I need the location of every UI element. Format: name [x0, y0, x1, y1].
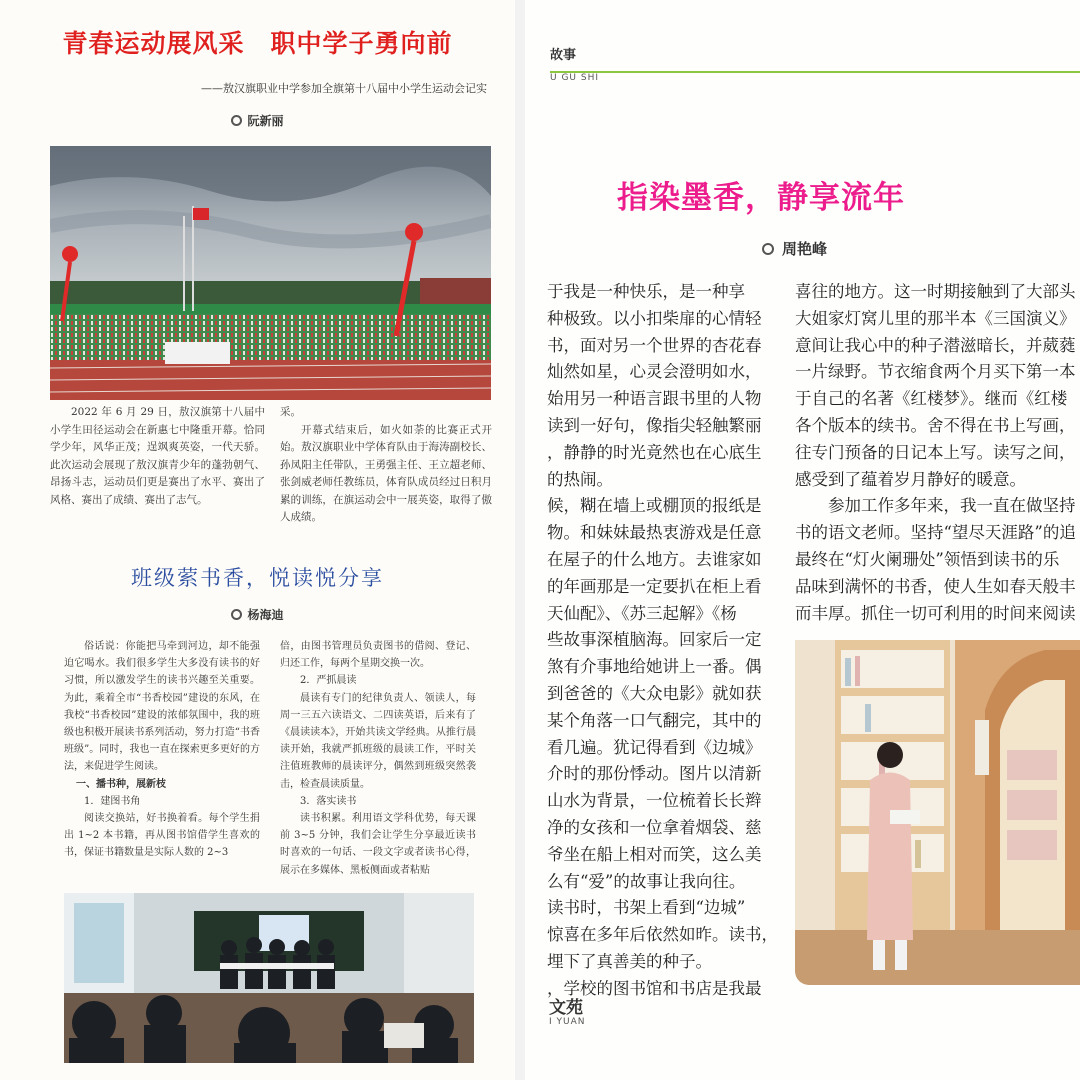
text-line: 介时的那份悸动。图片以清新	[547, 764, 762, 784]
text-line: 种极致。以小扣柴扉的心情轻	[547, 308, 762, 328]
article-title: 青春运动展风采 职中学子勇向前	[62, 29, 453, 58]
text-line: 感受到了蕴着岁月静好的暖意。	[795, 469, 1026, 489]
text-line: 么有“爱”的故事让我向往。	[547, 871, 746, 891]
article1-column-2: 采。 开幕式结束后，如火如荼的比赛正式开始。敖汉旗职业中学体育队由于海涛副校长、孙凤阳主任带队，王勇强主任、王立超老师、张剑威老师任教练员，体育队成员经过日积月累的训练，在旗运动会中一展英姿，取得了傲人成绩。	[280, 406, 492, 523]
text-line: 最终在“灯火阑珊处”领悟到读书的乐	[795, 549, 1060, 569]
text-line: 看几遍。犹记得看到《边城》	[547, 737, 762, 757]
text-line: 到爸爸的《大众电影》就如获	[547, 683, 762, 703]
article-author: 周艳峰	[762, 238, 827, 259]
page-gutter	[515, 0, 525, 1080]
article2-column-1: 俗话说：你能把马牵到河边，却不能强迫它喝水。我们很多学生大多没有读书的好习惯，所以激发学生的读书兴趣至关重要。为此，乘着全市“书香校园”建设的东风，在我校“书香校园”建设的浓郁氛围中，我的班级也积极开展读书系列活动，努力打造“书香班级”。同时，我也一直在探索更多更好的方法，来促进学生阅读。 一、播书种，展新枝 1．建图书角 阅读交换站，好书换着看。每个学生捐出 1~2 本书籍，再从图书馆借学生喜欢的书，保证书籍数量是实际人数的 2~3	[64, 641, 260, 859]
text-line: 于我是一种快乐，是一种享	[547, 282, 745, 301]
section2-title: 班级萦书香，悦读悦分享	[131, 566, 384, 590]
text-line: 往专门预备的日记本上写。读写之间，	[795, 442, 1076, 462]
sports-meet-photo	[50, 146, 491, 400]
author-marker-icon	[231, 609, 242, 620]
article2-column-2: 倍，由图书管理员负责图书的借阅、登记、归还工作，每两个星期交换一次。 2．严抓晨读 晨读有专门的纪律负责人、领读人，每周一三五六读语文、二四读英语，后来有了《晨读读本》，开始共读文学经典。从推行晨读开始，我就严抓班级的晨读工作，平时关注值班教师的晨读评分，偶然到班级突然袭击，检查晨读质量。 3．落实读书 读书积累。利用语文学科优势，每天课前 3~5 分钟，我们会让学生分享最近读书时喜欢的一句话、一段文字或者读书心得，展示在多媒体、黑板侧面或者粘贴	[280, 641, 476, 876]
section2-author: 杨海迪	[0, 606, 515, 623]
text-line: 些故事深植脑海。回家后一定	[547, 630, 762, 650]
article1-column-1: 2022 年 6 月 29 日，敖汉旗第十八届中小学生田径运动会在新惠七中隆重开幕。恰同学少年，风华正茂；逞飒爽英姿，一代天骄。此次运动会展现了敖汉旗青少年的蓬勃朝气、昂扬斗志，运动员们更是赛出了水平、赛出了风格、赛出了成绩、赛出了志气。	[50, 406, 265, 506]
text-line: 天仙配》、《苏三起解》《杨	[547, 603, 737, 623]
left-magazine-page	[0, 0, 515, 1080]
text-line: 爷坐在船上相对而笑，这么美	[547, 844, 762, 864]
author-marker-icon	[762, 243, 774, 255]
right-magazine-page	[525, 0, 1080, 1080]
text-line: 各个版本的续书。舍不得在书上写画，	[795, 415, 1076, 435]
page-footer-pinyin: I YUAN	[549, 1017, 586, 1027]
article-author: 阮新丽	[0, 112, 515, 129]
author-marker-icon	[231, 115, 242, 126]
text-line: ，学校的图书馆和书店是我最	[547, 978, 762, 998]
text-line: 物。和妹妹最热衷游戏是任意	[547, 523, 762, 543]
running-header-pinyin: U GU SHI	[550, 73, 600, 83]
classroom-photo	[64, 893, 474, 1063]
article-subtitle: ——敖汉旗职业中学参加全旗第十八届中小学生运动会记实	[201, 82, 487, 95]
text-line: 某个角落一口气翻完，其中的	[547, 710, 762, 730]
text-line: 大姐家灯窝儿里的那半本《三国演义》	[795, 308, 1076, 328]
text-line: 候，糊在墙上或棚顶的报纸是	[547, 496, 762, 516]
text-line: 一片绿野。节衣缩食两个月买下第一本	[795, 362, 1076, 382]
text-line: 书的语文老师。坚持“望尽天涯路”的追	[795, 523, 1076, 543]
text-line: 于自己的名著《红楼梦》。继而《红楼	[795, 389, 1068, 409]
running-header: 故事	[550, 48, 577, 63]
text-line: 的年画那是一定要扒在柜上看	[547, 576, 762, 596]
text-line: 山水为背景，一位梳着长长辫	[547, 791, 762, 811]
header-rule	[550, 71, 1080, 73]
text-line: 惊喜在多年后依然如昨。读书，	[547, 925, 778, 945]
text-line: 读书时，书架上看到“边城”	[547, 898, 746, 918]
page-footer-section: 文苑	[549, 998, 583, 1018]
text-line: 而丰厚。抓住一切可利用的时间来阅读	[795, 603, 1076, 623]
text-line: 在屋子的什么地方。去谁家如	[547, 549, 762, 569]
text-line: 灿然如星，心灵会澄明如水，	[547, 362, 762, 382]
text-line: 书，面对另一个世界的杏花春	[547, 335, 762, 355]
text-line: 读到一好句，像指尖轻触繁丽	[547, 415, 762, 435]
article-column-1	[547, 279, 778, 1003]
text-line: 的热闹。	[547, 469, 613, 489]
library-photo	[795, 640, 1080, 985]
text-line: 品味到满怀的书香，使人生如春天般丰	[795, 576, 1076, 596]
text-line: 埋下了真善美的种子。	[547, 951, 712, 971]
text-line: 煞有介事地给她讲上一番。偶	[547, 657, 762, 677]
text-line: 意间让我心中的种子潜滋暗长，并葳蕤	[795, 335, 1076, 355]
text-line: 喜往的地方。这一时期接触到了大部头	[795, 282, 1076, 301]
text-line: ，静静的时光竟然也在心底生	[547, 442, 762, 462]
article-column-2	[795, 279, 1076, 627]
text-line: 参加工作多年来，我一直在做坚持	[795, 496, 1076, 516]
text-line: 始用另一种语言跟书里的人物	[547, 389, 762, 409]
text-line: 净的女孩和一位拿着烟袋、慈	[547, 817, 762, 837]
article-title: 指染墨香，静享流年	[617, 180, 905, 216]
